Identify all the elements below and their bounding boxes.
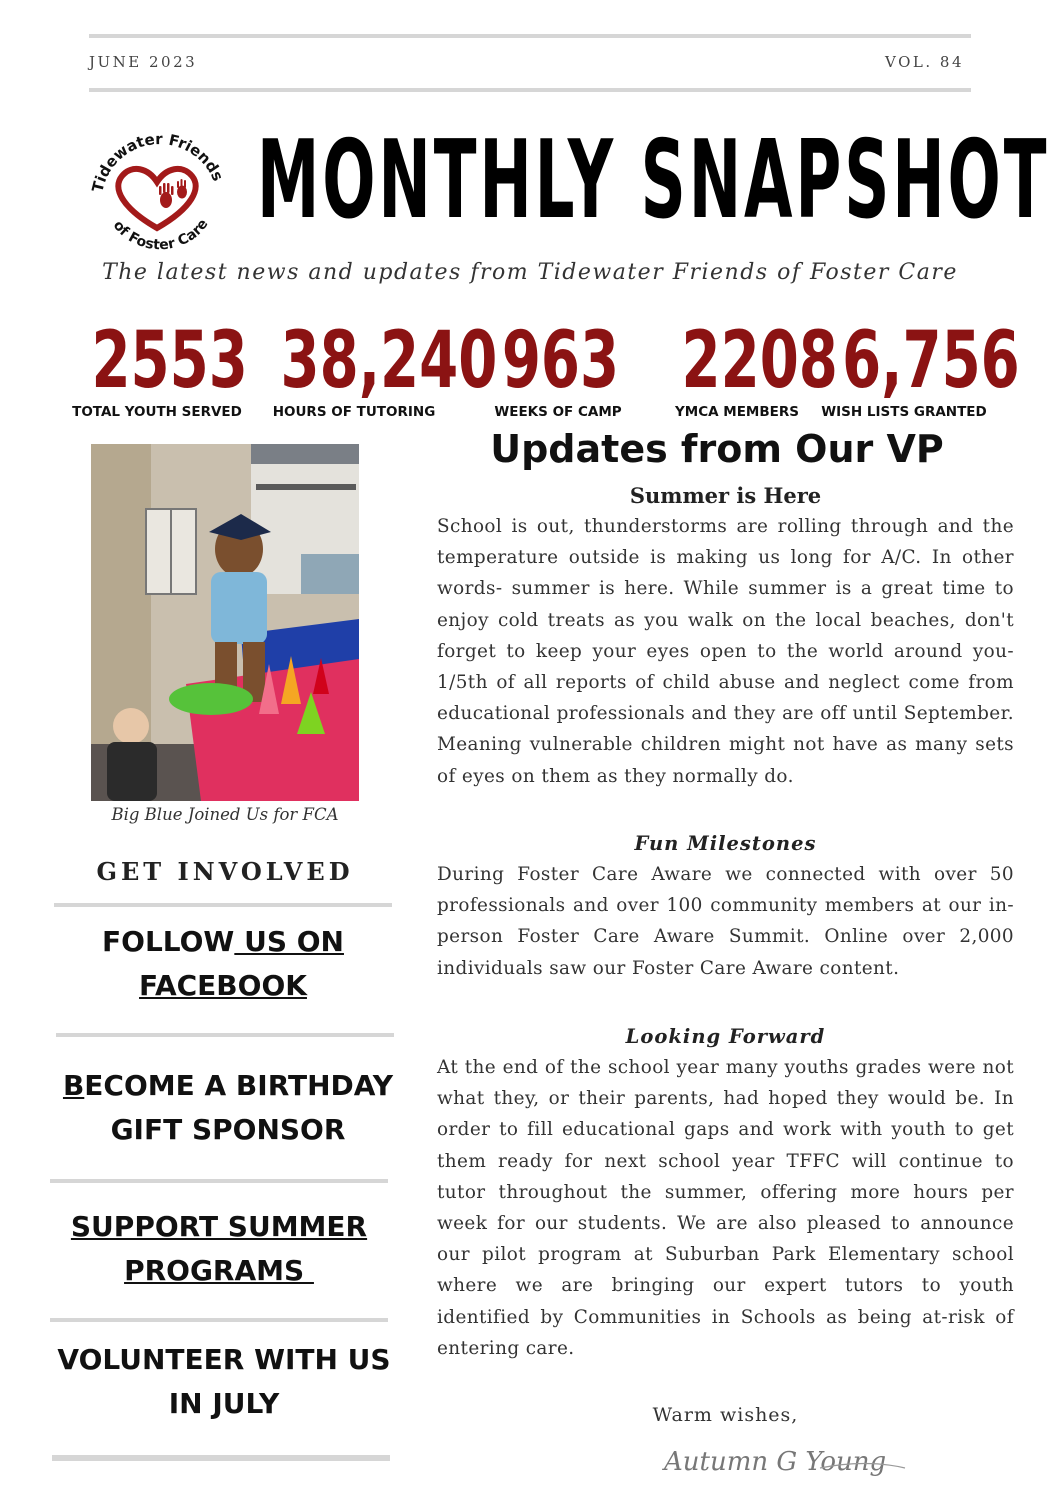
issue-date: JUNE 2023 — [89, 53, 198, 71]
stat-ymca-members — [660, 316, 838, 420]
cta-divider — [50, 1179, 388, 1183]
support-summer-link[interactable] — [50, 1205, 388, 1293]
cta-text: IN JULY — [168, 1387, 280, 1420]
cta-divider — [56, 1033, 394, 1037]
signature — [660, 1432, 910, 1492]
stat-wish-lists — [818, 316, 1020, 420]
cta-text: SUPPORT SUMMER — [70, 1210, 368, 1243]
section-milestones — [437, 832, 1014, 984]
logo-arc-bottom: of Foster Care — [109, 216, 212, 254]
section-forward — [437, 1025, 1014, 1364]
handprint-icon — [159, 179, 187, 208]
stat-label: YMCA MEMBERS — [675, 404, 799, 420]
section-title: Fun Milestones — [634, 832, 817, 855]
stat-value: 6,756 — [842, 316, 1020, 406]
section-body: At the end of the school year many youths grades were not what they, or their parents, had hoped they would be. In order to fill educational gaps and work with youth to get them ready for next school year TFFC will continue to tutor throughout the summer, offering more hours per week for our students. We are also pleased to announce our pilot program at Suburban Park Elementary school where we are bringing our expert tutors to youth identified by Communities in Schools as being at-risk of entering care. — [437, 1057, 1014, 1359]
cta-text: B — [62, 1069, 85, 1102]
volunteer-link[interactable] — [44, 1338, 404, 1426]
stat-value: 2553 — [91, 316, 248, 406]
stat-value: 38,240 — [280, 316, 498, 406]
cta-text: VOLUNTEER WITH US — [57, 1343, 391, 1376]
photo-caption: Big Blue Joined Us for FCA — [111, 805, 339, 824]
section-title: Summer is Here — [629, 483, 822, 508]
cta-text: PROGRAMS — [124, 1254, 314, 1287]
section-body: School is out, thunderstorms are rolling through and the temperature outside is making us long for A/C. In other words- summer is here. While summer is a great time to enjoy cold treats as you walk on the local beaches, don't forget to keep your eyes open to the world around you- 1/5th of all reports of child abuse and neglect come from educational professionals and they are off until September. Meaning vulnerable children might not have as many sets of eyes on them as they normally do. — [437, 516, 1014, 787]
event-photo — [91, 444, 359, 801]
follow-facebook-link[interactable] — [54, 920, 392, 1008]
section-title: Looking Forward — [625, 1025, 826, 1048]
stat-label: HOURS OF TUTORING — [272, 404, 436, 420]
cta-text: FACEBOOK — [139, 969, 307, 1002]
get-involved-heading: GET INVOLVED — [96, 857, 354, 886]
section-summer — [437, 483, 1014, 792]
cta-text: ECOME A BIRTHDAY — [84, 1069, 394, 1102]
cta-text: FOLLOW — [102, 925, 235, 958]
logo-arc-top: Tidewater Friends — [88, 130, 228, 194]
tffc-logo — [82, 120, 232, 260]
stat-weeks-camp — [480, 316, 636, 420]
cta-divider — [50, 1318, 388, 1322]
stat-label: WISH LISTS GRANTED — [821, 404, 987, 420]
stat-value: 963 — [501, 316, 620, 406]
tagline: The latest news and updates from Tidewater Friends of Foster Care — [102, 260, 958, 285]
updates-heading: Updates from Our VP — [490, 427, 944, 471]
heart-icon — [118, 169, 195, 228]
stat-hours-tutoring — [252, 316, 498, 420]
closing: Warm wishes, — [652, 1404, 799, 1426]
cta-divider — [52, 1455, 390, 1461]
cta-text: GIFT SPONSOR — [110, 1113, 346, 1146]
cta-divider — [54, 903, 392, 907]
signature-text: Autumn G Young — [664, 1447, 887, 1477]
svg-text:of Foster Care — [110, 216, 212, 253]
issue-volume: VOL. 84 — [885, 53, 964, 71]
cta-text: US ON — [234, 925, 344, 958]
page-title: MONTHLY SNAPSHOT — [257, 118, 1050, 243]
masthead-bottom-rule — [89, 88, 971, 92]
stat-total-youth — [66, 316, 248, 420]
stat-value: 2208 — [681, 316, 838, 406]
masthead-top-rule — [89, 34, 971, 38]
section-body: During Foster Care Aware we connected with over 50 professionals and over 100 community members at our in-person Foster Care Aware Summit. Online over 2,000 individuals saw our Foster Care Aware content. — [437, 864, 1014, 979]
stat-label: WEEKS OF CAMP — [494, 404, 622, 420]
stat-label: TOTAL YOUTH SERVED — [72, 404, 242, 420]
birthday-sponsor-link[interactable] — [50, 1064, 406, 1152]
